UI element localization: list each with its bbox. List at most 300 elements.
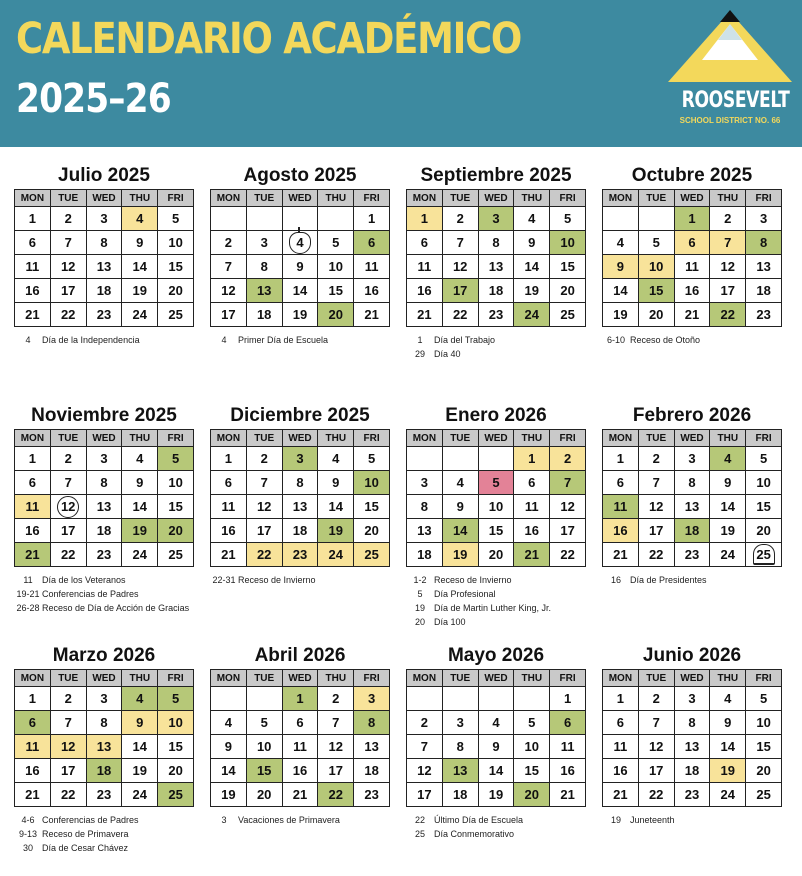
note-date: 29	[414, 349, 425, 359]
calendar-day: 12	[211, 279, 247, 303]
calendar-day: 3	[354, 687, 390, 711]
calendar-day: 25	[746, 783, 782, 807]
calendar-day: 1	[603, 687, 639, 711]
month-calendar	[210, 643, 390, 827]
calendar-day: 5	[638, 231, 674, 255]
calendar-day: 18	[282, 519, 318, 543]
note-text: Día de Martin Luther King, Jr.	[434, 603, 552, 613]
bell-icon: 25	[753, 544, 775, 565]
calendar-day: 3	[282, 447, 318, 471]
note-item	[14, 573, 194, 587]
calendar-day: 20	[158, 519, 194, 543]
note-date: 1	[417, 335, 423, 345]
calendar-day: 19	[122, 279, 158, 303]
note-text: Receso de Primavera	[42, 829, 129, 839]
calendar-day: 20	[354, 519, 390, 543]
calendar-day: 3	[674, 687, 710, 711]
calendar-day: 1	[603, 447, 639, 471]
logo-name: ROOSEVELT	[681, 88, 790, 113]
note-text: Receso de Invierno	[434, 575, 512, 585]
weekday-header: THU	[710, 670, 746, 687]
calendar-day: 23	[674, 783, 710, 807]
calendar-day: 21	[15, 783, 51, 807]
weekday-header: FRI	[550, 430, 586, 447]
note-text: Último Día de Escuela	[434, 815, 524, 825]
calendar-day: 12	[442, 255, 478, 279]
calendar-day: 22	[710, 303, 746, 327]
calendar-day: 8	[407, 495, 443, 519]
calendar-day: 20	[514, 783, 550, 807]
calendar-day: 9	[442, 495, 478, 519]
note-item	[406, 347, 586, 361]
weekday-header: THU	[514, 430, 550, 447]
calendar-day: 13	[746, 255, 782, 279]
calendar-day: 12	[638, 735, 674, 759]
calendar-day: 3	[407, 471, 443, 495]
calendar-day: 11	[674, 255, 710, 279]
calendar-day: 10	[638, 255, 674, 279]
calendar-day: 20	[318, 303, 354, 327]
calendar-day: 2	[50, 687, 86, 711]
calendar-day	[746, 543, 782, 567]
calendar-day: 9	[211, 735, 247, 759]
calendar-day: 24	[318, 543, 354, 567]
calendar-day: 20	[746, 759, 782, 783]
calendar-day: 22	[442, 303, 478, 327]
calendar-day: 21	[603, 783, 639, 807]
calendar-day: 9	[514, 231, 550, 255]
calendar-day: 24	[122, 543, 158, 567]
weekday-header: TUE	[50, 190, 86, 207]
weekday-header: TUE	[638, 430, 674, 447]
calendar-day: 5	[158, 207, 194, 231]
calendar-day: 21	[211, 543, 247, 567]
calendar-day: 9	[122, 471, 158, 495]
calendar-day: 18	[354, 759, 390, 783]
calendar-day: 6	[282, 711, 318, 735]
month-calendar	[406, 163, 586, 361]
calendar-day: 18	[442, 783, 478, 807]
note-text: Primer Día de Escuela	[238, 335, 329, 345]
month-table	[210, 669, 390, 807]
calendar-day: 10	[746, 711, 782, 735]
weekday-header: WED	[478, 190, 514, 207]
calendar-day: 15	[158, 735, 194, 759]
calendar-day: 20	[246, 783, 282, 807]
calendar-day: 16	[211, 519, 247, 543]
calendar-day: 10	[354, 471, 390, 495]
calendar-day: 17	[550, 519, 586, 543]
calendar-day: 1	[514, 447, 550, 471]
weekday-header: TUE	[50, 670, 86, 687]
calendar-day: 8	[674, 711, 710, 735]
calendar-day: 6	[407, 231, 443, 255]
calendar-day: 20	[746, 519, 782, 543]
note-item	[406, 827, 586, 841]
calendar-day: 7	[710, 231, 746, 255]
month-notes	[406, 813, 586, 841]
calendar-day: 18	[86, 279, 122, 303]
note-date: 30	[22, 843, 33, 853]
calendar-day: 11	[550, 735, 586, 759]
calendar-day: 3	[442, 711, 478, 735]
calendar-day: 9	[603, 255, 639, 279]
note-item	[210, 573, 390, 587]
calendar-day: 17	[50, 759, 86, 783]
weekday-header: FRI	[550, 670, 586, 687]
note-text: Día 100	[434, 617, 466, 627]
calendar-day: 13	[282, 495, 318, 519]
calendar-day: 22	[638, 783, 674, 807]
calendar-day: 15	[246, 759, 282, 783]
calendar-day: 20	[478, 543, 514, 567]
calendar-day: 8	[478, 231, 514, 255]
weekday-header: FRI	[354, 430, 390, 447]
month-calendar	[406, 643, 586, 841]
note-text: Receso de Día de Acción de Gracias	[42, 603, 190, 613]
calendar-day: 6	[15, 471, 51, 495]
calendar-day: 16	[674, 279, 710, 303]
weekday-header: MON	[603, 430, 639, 447]
calendar-day: 2	[50, 447, 86, 471]
weekday-header: FRI	[550, 190, 586, 207]
calendar-day: 25	[354, 543, 390, 567]
calendar-day: 10	[746, 471, 782, 495]
calendar-day: 22	[550, 543, 586, 567]
month-notes	[210, 573, 390, 587]
calendar-day: 6	[514, 471, 550, 495]
month-table	[14, 189, 194, 327]
month-table	[406, 189, 586, 327]
note-text: Día del Trabajo	[434, 335, 496, 345]
calendar-day: 14	[211, 759, 247, 783]
calendar-day: 21	[407, 303, 443, 327]
calendar-day: 11	[15, 495, 51, 519]
month-calendar	[602, 403, 782, 587]
calendar-day: 15	[158, 255, 194, 279]
calendar-day: 15	[638, 279, 674, 303]
month-notes	[602, 813, 782, 827]
calendar-day: 4	[710, 447, 746, 471]
calendar-day: 21	[15, 543, 51, 567]
calendar-day: 6	[603, 711, 639, 735]
calendar-day: 21	[674, 303, 710, 327]
month-name: Abril 2026	[254, 645, 346, 666]
note-text: Día 40	[434, 349, 461, 359]
weekday-header: MON	[603, 670, 639, 687]
calendar-day: 3	[246, 231, 282, 255]
calendar-day: 17	[211, 303, 247, 327]
weekday-header: THU	[122, 190, 158, 207]
empty-day	[603, 207, 639, 231]
month-calendar	[210, 163, 390, 347]
empty-day	[282, 207, 318, 231]
weekday-header: THU	[710, 190, 746, 207]
calendar-day: 8	[746, 231, 782, 255]
calendar-day: 16	[603, 759, 639, 783]
calendar-day: 11	[282, 735, 318, 759]
calendar-day: 15	[746, 735, 782, 759]
weekday-header: THU	[514, 670, 550, 687]
weekday-header: FRI	[158, 190, 194, 207]
calendar-day: 13	[674, 735, 710, 759]
note-text: Día de Cesar Chávez	[42, 843, 129, 853]
calendar-day: 14	[478, 759, 514, 783]
month-table	[210, 189, 390, 327]
calendar-day: 13	[86, 255, 122, 279]
month-table	[406, 669, 586, 807]
calendar-day: 5	[550, 207, 586, 231]
weekday-header: MON	[15, 430, 51, 447]
calendar-day: 7	[638, 711, 674, 735]
empty-day	[442, 687, 478, 711]
calendar-day: 19	[442, 543, 478, 567]
calendar-day: 8	[354, 711, 390, 735]
calendar-day: 9	[318, 471, 354, 495]
weekday-header: FRI	[746, 670, 782, 687]
calendar-day: 5	[514, 711, 550, 735]
weekday-header: MON	[407, 670, 443, 687]
calendar-day: 17	[638, 519, 674, 543]
calendar-day: 9	[282, 255, 318, 279]
month-calendar	[14, 643, 194, 855]
calendar-day: 18	[674, 759, 710, 783]
note-item	[14, 601, 194, 615]
calendar-day: 4	[442, 471, 478, 495]
calendar-day: 19	[710, 519, 746, 543]
calendar-day: 1	[15, 207, 51, 231]
calendar-day: 16	[15, 759, 51, 783]
calendar-day: 11	[514, 495, 550, 519]
calendar-day: 4	[318, 447, 354, 471]
weekday-header: WED	[478, 430, 514, 447]
calendar-day: 15	[158, 495, 194, 519]
note-item	[210, 333, 390, 347]
calendar-day: 16	[514, 519, 550, 543]
calendar-day: 5	[478, 471, 514, 495]
calendar-day	[50, 495, 86, 519]
apple-icon: 4	[289, 232, 311, 254]
weekday-header: WED	[478, 670, 514, 687]
note-text: Conferencias de Padres	[42, 589, 139, 599]
calendar-day: 7	[50, 471, 86, 495]
note-date: 19	[610, 815, 621, 825]
empty-day	[478, 447, 514, 471]
calendar-day: 2	[710, 207, 746, 231]
calendar-day: 25	[550, 303, 586, 327]
note-item	[406, 615, 586, 629]
calendar-day: 23	[86, 783, 122, 807]
calendar-day: 19	[710, 759, 746, 783]
calendar-day: 16	[15, 279, 51, 303]
month-name: Mayo 2026	[447, 645, 545, 666]
calendar-day: 7	[50, 231, 86, 255]
calendar-day: 20	[638, 303, 674, 327]
calendar-day: 20	[550, 279, 586, 303]
calendar-day: 23	[354, 783, 390, 807]
page-title: CALENDARIO ACADÉMICO	[16, 14, 522, 64]
note-text: Día de Presidentes	[630, 575, 707, 585]
note-date: 19	[414, 603, 425, 613]
calendar-day: 4	[122, 687, 158, 711]
weekday-header: WED	[282, 190, 318, 207]
calendar-day: 4	[122, 447, 158, 471]
calendar-day: 14	[318, 495, 354, 519]
empty-day	[211, 207, 247, 231]
calendar-day: 3	[86, 447, 122, 471]
note-text: Día de los Veteranos	[42, 575, 126, 585]
month-table	[602, 669, 782, 807]
calendar-day: 8	[86, 471, 122, 495]
weekday-header: TUE	[50, 430, 86, 447]
note-date: 25	[414, 829, 425, 839]
weekday-header: TUE	[638, 190, 674, 207]
calendar-day: 8	[86, 711, 122, 735]
calendar-day: 16	[15, 519, 51, 543]
calendar-day: 16	[354, 279, 390, 303]
month-notes	[406, 333, 586, 361]
calendar-day: 11	[603, 735, 639, 759]
calendar-day: 2	[50, 207, 86, 231]
weekday-header: TUE	[638, 670, 674, 687]
empty-day	[638, 207, 674, 231]
month-calendar	[406, 403, 586, 629]
calendar-day: 18	[674, 519, 710, 543]
weekday-header: MON	[211, 190, 247, 207]
calendar-day: 12	[50, 735, 86, 759]
month-name: Febrero 2026	[632, 405, 752, 426]
logo-subtitle: SCHOOL DISTRICT NO. 66	[679, 116, 781, 125]
calendar-day: 15	[514, 759, 550, 783]
weekday-header: THU	[122, 670, 158, 687]
weekday-header: WED	[282, 430, 318, 447]
calendar-day: 17	[442, 279, 478, 303]
calendar-day: 22	[50, 543, 86, 567]
calendar-day: 18	[746, 279, 782, 303]
note-item	[14, 841, 194, 855]
month-name: Octubre 2025	[631, 165, 753, 186]
month-calendar	[602, 643, 782, 827]
calendar-day: 9	[710, 711, 746, 735]
note-text: Conferencias de Padres	[42, 815, 139, 825]
calendar-day: 7	[550, 471, 586, 495]
month-notes	[210, 813, 390, 827]
calendar-day: 22	[50, 783, 86, 807]
calendar-day: 22	[318, 783, 354, 807]
month-name: Junio 2026	[642, 645, 742, 666]
weekday-header: MON	[211, 430, 247, 447]
calendar-day: 4	[710, 687, 746, 711]
month-table	[406, 429, 586, 567]
note-date: 6-10	[606, 335, 625, 345]
calendar-day: 6	[354, 231, 390, 255]
note-text: Receso de Otoño	[630, 335, 701, 345]
calendar-day: 9	[710, 471, 746, 495]
calendar-day: 12	[407, 759, 443, 783]
calendar-day: 23	[282, 543, 318, 567]
calendar-day: 10	[158, 231, 194, 255]
note-item	[14, 813, 194, 827]
calendar-day: 3	[478, 207, 514, 231]
calendar-day: 24	[710, 783, 746, 807]
note-item	[406, 333, 586, 347]
district-logo	[668, 10, 792, 130]
calendar-day: 11	[354, 255, 390, 279]
calendar-day: 13	[407, 519, 443, 543]
calendar-day: 16	[550, 759, 586, 783]
calendar-day: 12	[710, 255, 746, 279]
calendar-day: 8	[442, 735, 478, 759]
month-name: Septiembre 2025	[420, 165, 572, 186]
month-name: Enero 2026	[445, 405, 547, 426]
calendar-day: 21	[354, 303, 390, 327]
calendar-day: 12	[550, 495, 586, 519]
calendar-day: 1	[550, 687, 586, 711]
weekday-header: MON	[407, 190, 443, 207]
calendar-day: 10	[550, 231, 586, 255]
weekday-header: WED	[86, 670, 122, 687]
note-item	[406, 587, 586, 601]
calendar-day: 2	[318, 687, 354, 711]
month-table	[14, 429, 194, 567]
weekday-header: MON	[603, 190, 639, 207]
weekday-header: TUE	[246, 430, 282, 447]
calendar-day: 13	[478, 255, 514, 279]
calendar-day: 16	[407, 279, 443, 303]
calendar-day: 1	[15, 687, 51, 711]
month-notes	[14, 573, 194, 615]
calendar-day: 14	[603, 279, 639, 303]
calendar-day: 9	[122, 711, 158, 735]
note-item	[602, 573, 782, 587]
weekday-header: FRI	[354, 190, 390, 207]
note-item	[406, 573, 586, 587]
calendar-day: 18	[246, 303, 282, 327]
calendar-day: 1	[674, 207, 710, 231]
month-table	[210, 429, 390, 567]
weekday-header: TUE	[246, 670, 282, 687]
empty-day	[514, 687, 550, 711]
month-notes	[602, 573, 782, 587]
calendar-day: 5	[746, 687, 782, 711]
calendar-day: 7	[318, 711, 354, 735]
calendar-day: 22	[246, 543, 282, 567]
calendar-day: 14	[710, 495, 746, 519]
calendar-day: 2	[638, 687, 674, 711]
weekday-header: FRI	[158, 670, 194, 687]
weekday-header: TUE	[246, 190, 282, 207]
weekday-header: WED	[674, 670, 710, 687]
note-text: Vacaciones de Primavera	[238, 815, 340, 825]
calendar-day: 20	[158, 759, 194, 783]
calendar-day: 18	[86, 759, 122, 783]
calendar-day: 10	[478, 495, 514, 519]
empty-day	[211, 687, 247, 711]
calendar-day: 1	[211, 447, 247, 471]
calendar-day: 13	[354, 735, 390, 759]
note-date: 20	[414, 617, 425, 627]
weekday-header: THU	[122, 430, 158, 447]
calendar-day: 25	[158, 543, 194, 567]
calendar-day: 23	[86, 303, 122, 327]
calendar-day: 2	[246, 447, 282, 471]
month-calendar	[602, 163, 782, 347]
calendar-day: 24	[710, 543, 746, 567]
note-item	[14, 333, 194, 347]
calendar-day: 9	[478, 735, 514, 759]
calendar-day: 6	[674, 231, 710, 255]
calendar-day: 2	[550, 447, 586, 471]
